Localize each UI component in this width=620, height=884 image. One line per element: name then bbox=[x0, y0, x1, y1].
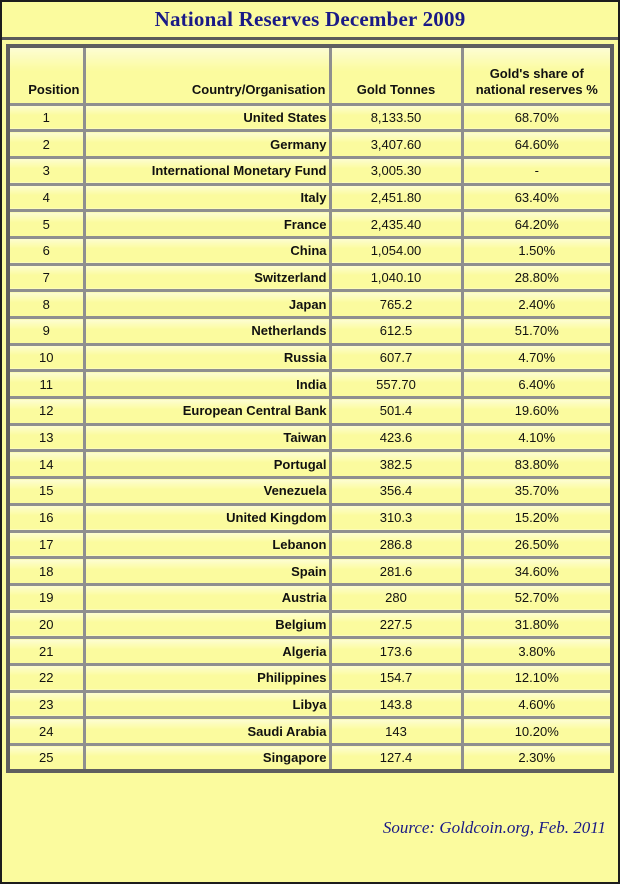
table-row bbox=[8, 237, 612, 264]
table-row bbox=[8, 184, 612, 211]
position-cell: 2 bbox=[8, 131, 84, 158]
tonnes-cell: 127.4 bbox=[330, 745, 462, 772]
country-cell: China bbox=[84, 237, 330, 264]
share-cell: 19.60% bbox=[462, 398, 612, 425]
tonnes-cell: 356.4 bbox=[330, 478, 462, 505]
title-band bbox=[2, 2, 618, 40]
country-cell: Belgium bbox=[84, 611, 330, 638]
country-cell: Spain bbox=[84, 558, 330, 585]
country-cell: Venezuela bbox=[84, 478, 330, 505]
tonnes-cell: 2,435.40 bbox=[330, 211, 462, 238]
position-cell: 10 bbox=[8, 344, 84, 371]
tonnes-cell: 612.5 bbox=[330, 318, 462, 345]
footer-band bbox=[2, 773, 618, 882]
position-cell: 21 bbox=[8, 638, 84, 665]
position-cell: 6 bbox=[8, 237, 84, 264]
tonnes-cell: 154.7 bbox=[330, 664, 462, 691]
table-row bbox=[8, 451, 612, 478]
country-cell: France bbox=[84, 211, 330, 238]
table-row bbox=[8, 558, 612, 585]
tonnes-cell: 1,054.00 bbox=[330, 237, 462, 264]
table-row bbox=[8, 718, 612, 745]
table-row bbox=[8, 664, 612, 691]
page-title: National Reserves December 2009 bbox=[154, 7, 466, 31]
table-row bbox=[8, 424, 612, 451]
tonnes-cell: 423.6 bbox=[330, 424, 462, 451]
position-cell: 18 bbox=[8, 558, 84, 585]
position-cell: 3 bbox=[8, 157, 84, 184]
table-row bbox=[8, 691, 612, 718]
table-header-row bbox=[8, 46, 612, 104]
country-cell: India bbox=[84, 371, 330, 398]
country-cell: Portugal bbox=[84, 451, 330, 478]
share-cell: 34.60% bbox=[462, 558, 612, 585]
position-cell: 14 bbox=[8, 451, 84, 478]
position-cell: 24 bbox=[8, 718, 84, 745]
tonnes-cell: 607.7 bbox=[330, 344, 462, 371]
table-row bbox=[8, 371, 612, 398]
table-row bbox=[8, 611, 612, 638]
tonnes-cell: 1,040.10 bbox=[330, 264, 462, 291]
share-cell: 1.50% bbox=[462, 237, 612, 264]
share-cell: 12.10% bbox=[462, 664, 612, 691]
country-cell: Netherlands bbox=[84, 318, 330, 345]
header-gold-tonnes: Gold Tonnes bbox=[330, 46, 462, 104]
position-cell: 5 bbox=[8, 211, 84, 238]
tonnes-cell: 765.2 bbox=[330, 291, 462, 318]
tonnes-cell: 281.6 bbox=[330, 558, 462, 585]
position-cell: 17 bbox=[8, 531, 84, 558]
country-cell: Saudi Arabia bbox=[84, 718, 330, 745]
table-row bbox=[8, 104, 612, 131]
table-row bbox=[8, 291, 612, 318]
country-cell: Singapore bbox=[84, 745, 330, 772]
country-cell: Austria bbox=[84, 584, 330, 611]
position-cell: 20 bbox=[8, 611, 84, 638]
tonnes-cell: 173.6 bbox=[330, 638, 462, 665]
share-cell: - bbox=[462, 157, 612, 184]
table-body bbox=[8, 104, 612, 771]
table-row bbox=[8, 504, 612, 531]
position-cell: 16 bbox=[8, 504, 84, 531]
position-cell: 9 bbox=[8, 318, 84, 345]
country-cell: Russia bbox=[84, 344, 330, 371]
position-cell: 12 bbox=[8, 398, 84, 425]
tonnes-cell: 382.5 bbox=[330, 451, 462, 478]
position-cell: 15 bbox=[8, 478, 84, 505]
country-cell: European Central Bank bbox=[84, 398, 330, 425]
table-row bbox=[8, 531, 612, 558]
share-cell: 10.20% bbox=[462, 718, 612, 745]
share-cell: 64.20% bbox=[462, 211, 612, 238]
share-cell: 15.20% bbox=[462, 504, 612, 531]
share-cell: 2.30% bbox=[462, 745, 612, 772]
tonnes-cell: 280 bbox=[330, 584, 462, 611]
tonnes-cell: 227.5 bbox=[330, 611, 462, 638]
header-gold-share: Gold's share of national reserves % bbox=[462, 46, 612, 104]
share-cell: 68.70% bbox=[462, 104, 612, 131]
tonnes-cell: 143 bbox=[330, 718, 462, 745]
country-cell: Philippines bbox=[84, 664, 330, 691]
tonnes-cell: 3,407.60 bbox=[330, 131, 462, 158]
country-cell: Lebanon bbox=[84, 531, 330, 558]
reserves-table bbox=[6, 44, 614, 773]
table-row bbox=[8, 398, 612, 425]
share-cell: 51.70% bbox=[462, 318, 612, 345]
share-cell: 35.70% bbox=[462, 478, 612, 505]
country-cell: Taiwan bbox=[84, 424, 330, 451]
country-cell: Italy bbox=[84, 184, 330, 211]
position-cell: 25 bbox=[8, 745, 84, 772]
table-row bbox=[8, 638, 612, 665]
position-cell: 4 bbox=[8, 184, 84, 211]
tonnes-cell: 310.3 bbox=[330, 504, 462, 531]
table-row bbox=[8, 131, 612, 158]
table-row bbox=[8, 344, 612, 371]
country-cell: International Monetary Fund bbox=[84, 157, 330, 184]
position-cell: 11 bbox=[8, 371, 84, 398]
share-cell: 2.40% bbox=[462, 291, 612, 318]
tonnes-cell: 3,005.30 bbox=[330, 157, 462, 184]
share-cell: 4.10% bbox=[462, 424, 612, 451]
share-cell: 31.80% bbox=[462, 611, 612, 638]
position-cell: 13 bbox=[8, 424, 84, 451]
share-cell: 26.50% bbox=[462, 531, 612, 558]
share-cell: 28.80% bbox=[462, 264, 612, 291]
share-cell: 3.80% bbox=[462, 638, 612, 665]
position-cell: 23 bbox=[8, 691, 84, 718]
position-cell: 7 bbox=[8, 264, 84, 291]
country-cell: Switzerland bbox=[84, 264, 330, 291]
tonnes-cell: 501.4 bbox=[330, 398, 462, 425]
tonnes-cell: 557.70 bbox=[330, 371, 462, 398]
table-row bbox=[8, 478, 612, 505]
table-row bbox=[8, 745, 612, 772]
country-cell: Libya bbox=[84, 691, 330, 718]
tonnes-cell: 8,133.50 bbox=[330, 104, 462, 131]
table-container bbox=[2, 40, 618, 773]
position-cell: 19 bbox=[8, 584, 84, 611]
country-cell: Japan bbox=[84, 291, 330, 318]
tonnes-cell: 2,451.80 bbox=[330, 184, 462, 211]
share-cell: 6.40% bbox=[462, 371, 612, 398]
table-row bbox=[8, 584, 612, 611]
country-cell: Germany bbox=[84, 131, 330, 158]
country-cell: United Kingdom bbox=[84, 504, 330, 531]
country-cell: United States bbox=[84, 104, 330, 131]
share-cell: 64.60% bbox=[462, 131, 612, 158]
tonnes-cell: 286.8 bbox=[330, 531, 462, 558]
table-row bbox=[8, 318, 612, 345]
header-country-organisation: Country/Organisation bbox=[84, 46, 330, 104]
share-cell: 4.70% bbox=[462, 344, 612, 371]
table-row bbox=[8, 264, 612, 291]
table-row bbox=[8, 157, 612, 184]
share-cell: 83.80% bbox=[462, 451, 612, 478]
source-note: Source: Goldcoin.org, Feb. 2011 bbox=[382, 817, 606, 837]
header-position: Position bbox=[8, 46, 84, 104]
position-cell: 1 bbox=[8, 104, 84, 131]
share-cell: 63.40% bbox=[462, 184, 612, 211]
share-cell: 52.70% bbox=[462, 584, 612, 611]
tonnes-cell: 143.8 bbox=[330, 691, 462, 718]
position-cell: 22 bbox=[8, 664, 84, 691]
position-cell: 8 bbox=[8, 291, 84, 318]
country-cell: Algeria bbox=[84, 638, 330, 665]
table-row bbox=[8, 211, 612, 238]
share-cell: 4.60% bbox=[462, 691, 612, 718]
